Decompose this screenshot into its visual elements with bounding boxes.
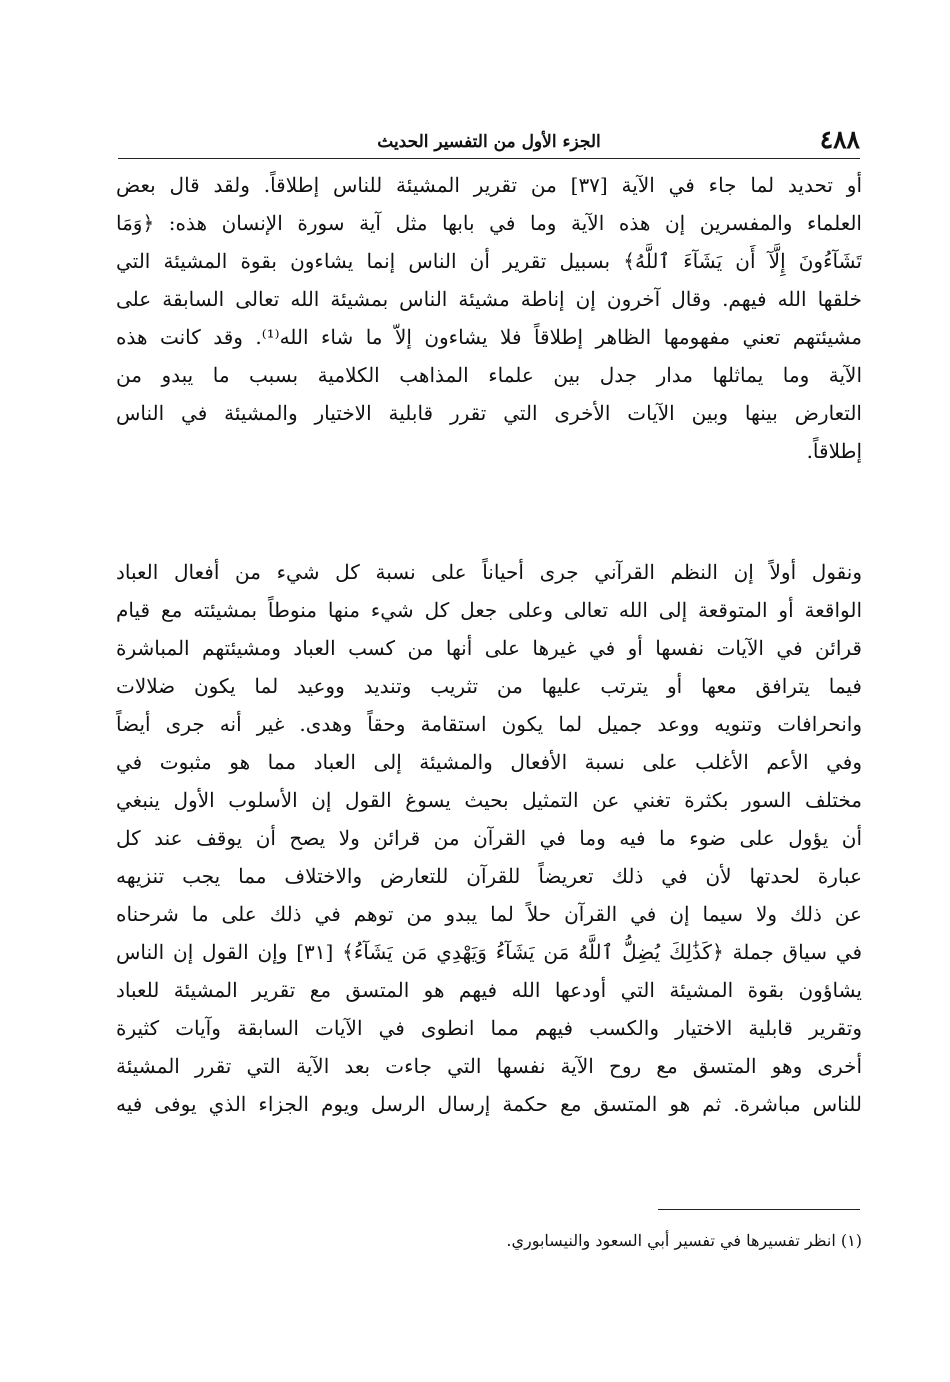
text-line: عن ذلك ولا سيما إن في القرآن حلاً لما يبدو من توهم في ذلك على ما شرحناه: [116, 902, 862, 926]
text-line: وانحرافات وتنويه ووعد جميل لما يكون استقامة وحقاً وهدى. غير أنه جرى أيضاً: [116, 712, 862, 736]
text-line: للناس مباشرة. ثم هو المتسق مع حكمة إرسال الرسل ويوم الجزاء الذي يوفى فيه: [116, 1092, 862, 1116]
running-title: الجزء الأول من التفسير الحديث: [377, 132, 601, 152]
footnote: (١) انظر تفسيرها في تفسير أبي السعود والنيسابوري.: [506, 1231, 862, 1250]
text-line: الآية وما يماثلها مدار جدل بين علماء المذاهب الكلامية بسبب ما يبدو من: [116, 363, 862, 387]
text-line: أو تحديد لما جاء في الآية [٣٧] من تقرير المشيئة للناس إطلاقاً. ولقد قال بعض: [116, 173, 862, 197]
text-line: أن يؤول على ضوء ما فيه وما في القرآن من قرائن ولا يصح أن يوقف عند كل: [116, 826, 862, 850]
paragraph-2: [116, 553, 862, 1123]
text-line: في سياق جملة ﴿كَذَٰلِكَ يُضِلُّ ٱللَّهُ مَن يَشَآءُ وَيَهْدِي مَن يَشَآءُ﴾ [٣١] وإن القول إن الناس: [116, 940, 862, 964]
text-line: أخرى وهو المتسق مع روح الآية نفسها التي جاءت بعد الآية التي تقرر المشيئة: [116, 1054, 862, 1078]
page-number: ٤٨٨: [819, 125, 860, 154]
text-line: العلماء والمفسرين إن هذه الآية وما في بابها مثل آية سورة الإنسان هذه: ﴿وَمَا: [116, 211, 862, 235]
text-line: وتقرير قابلية الاختيار والكسب فيهم مما انطوى في الآيات السابقة وآيات كثيرة: [116, 1016, 862, 1040]
paragraph-1: [116, 166, 862, 470]
text-line: وفي الأعم الأغلب على نسبة الأفعال والمشيئة إلى العباد مما هو مثبوت في: [116, 750, 862, 774]
text-line: خلقها الله فيهم. وقال آخرون إن إناطة مشيئة الناس بمشيئة الله تعالى السابقة على: [116, 287, 862, 311]
page-header: [118, 116, 860, 159]
text-line: يشاؤون بقوة المشيئة التي أودعها الله فيهم هو المتسق مع تقرير المشيئة للعباد: [116, 978, 862, 1002]
text-line: إطلاقاً.: [806, 439, 862, 463]
text-line: قرائن في الآيات نفسها أو في غيرها على أنها من كسب العباد ومشيئتهم المباشرة: [116, 636, 862, 660]
text-line: تَشَآءُونَ إِلَّآ أَن يَشَآءَ ٱللَّهُ﴾ بسبيل تقرير أن الناس إنما يشاءون بقوة المشيئة التي: [116, 249, 862, 273]
text-line: ونقول أولاً إن النظم القرآني جرى أحياناً على نسبة كل شيء من أفعال العباد: [116, 560, 862, 584]
text-line: عبارة لحدتها لأن في ذلك تعريضاً للقرآن للتعارض والاختلاف مما يجب تنزيهه: [116, 864, 862, 888]
text-line: مشيئتهم تعني مفهومها الظاهر إطلاقاً فلا يشاءون إلاّ ما شاء الله⁽¹⁾. وقد كانت هذه: [116, 325, 862, 349]
text-line: مختلف السور بكثرة تغني عن التمثيل بحيث يسوغ القول إن الأسلوب الأول ينبغي: [116, 788, 862, 812]
text-line: فيما يترافق معها أو يترتب عليها من تثريب وتنديد ووعيد لما يكون ضلالات: [116, 674, 862, 698]
text-line: التعارض بينها وبين الآيات الأخرى التي تقرر قابلية الاختيار والمشيئة في الناس: [116, 401, 862, 425]
text-line: الواقعة أو المتوقعة إلى الله تعالى وعلى جعل كل شيء منها منوطاً بمشيئته مع قيام: [116, 598, 862, 622]
footnote-divider: [658, 1209, 860, 1210]
